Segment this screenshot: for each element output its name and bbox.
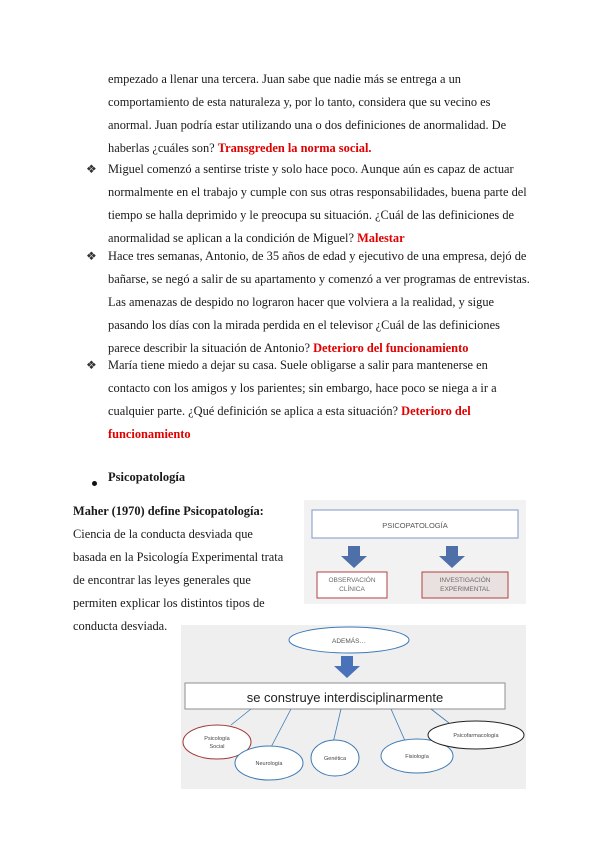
genetica-label: Genética — [323, 756, 347, 762]
paragraph-text: María tiene miedo a dejar su casa. Suele obligarse a salir para mantenerse en contacto con los amigos y los parientes; sin embargo, hace poco se niega a ir a cualquier parte. ¿Qué definición se aplica a esta situación? — [108, 358, 497, 418]
answer-text: Malestar — [357, 231, 405, 245]
paragraph-miguel — [108, 158, 530, 250]
interdisciplinar-label: se construye interdisciplinarmente — [246, 690, 444, 705]
round-bullet-icon — [92, 481, 97, 486]
paragraph-text: Hace tres semanas, Antonio, de 35 años de edad y ejecutivo de una empresa, dejó de bañarse, se negó a salir de su apartamento y comenzó a ver programas de entrevistas. Las amenazas de despido no lograron hacer que volviera a la realidad, y sigue pasando los días con la mirada perdida en el televisor ¿Cuál de las definiciones parece describir la situación de Antonio? — [108, 249, 530, 355]
paragraph-maria — [108, 354, 530, 446]
investigacion-label: EXPERIMENTAL — [440, 586, 490, 593]
observacion-box — [317, 572, 387, 598]
psicofarmacologia-label: Psicofarmacología — [453, 733, 499, 739]
psicologia-social-label: Psicología — [204, 736, 230, 742]
investigacion-box — [422, 572, 508, 598]
section-heading: Psicopatología — [108, 470, 186, 484]
maher-body: Ciencia de la conducta desviada que basada en la Psicología Experimental trata de encontrar las leyes generales que permiten explicar los distintos tipos de conducta desviada. — [73, 527, 284, 633]
interdisciplinar-diagram — [181, 625, 526, 789]
diamond-bullet-icon: ❖ — [86, 162, 97, 176]
fisiologia-label: Fisiología — [405, 754, 429, 760]
diamond-bullet-icon: ❖ — [86, 358, 97, 372]
answer-text: Transgreden la norma social. — [217, 141, 372, 155]
paragraph-antonio — [108, 245, 530, 360]
answer-text: Deterioro del funcionamiento — [313, 341, 469, 355]
maher-heading: Maher (1970) define Psicopatología: — [73, 504, 264, 518]
psicopatologia-diagram — [304, 500, 526, 604]
answer-text: Deterioro del funcionamiento — [108, 404, 471, 441]
paragraph-text: empezado a llenar una tercera. Juan sabe que nadie más se entrega a un comportamiento de esta naturaleza y, por lo tanto, considera que su vecino es anormal. Juan podría estar utilizando una o dos definiciones de anormalidad. De haberlas ¿cuáles son? — [108, 72, 507, 155]
maher-definition — [73, 500, 288, 638]
paragraph-text: Miguel comenzó a sentirse triste y solo hace poco. Aunque aún es capaz de actuar normalmente en el trabajo y cumple con sus otras responsabilidades, buena parte del tiempo se halla deprimido y le preocupa su situación. ¿Cuál de las definiciones de anormalidad se aplican a la condición de Miguel? — [108, 162, 527, 245]
investigacion-label: INVESTIGACIÓN — [439, 577, 491, 584]
ademas-label: ADEMÁS… — [332, 638, 366, 645]
observacion-label: OBSERVACIÓN — [328, 577, 376, 584]
paragraph-juan — [108, 68, 530, 160]
neurologia-label: Neurología — [255, 761, 283, 767]
psicopatologia-label: PSICOPATOLOGÍA — [382, 521, 448, 530]
diamond-bullet-icon: ❖ — [86, 249, 97, 263]
psicologia-social-label: Social — [209, 744, 225, 750]
observacion-label: CLÍNICA — [339, 586, 365, 593]
